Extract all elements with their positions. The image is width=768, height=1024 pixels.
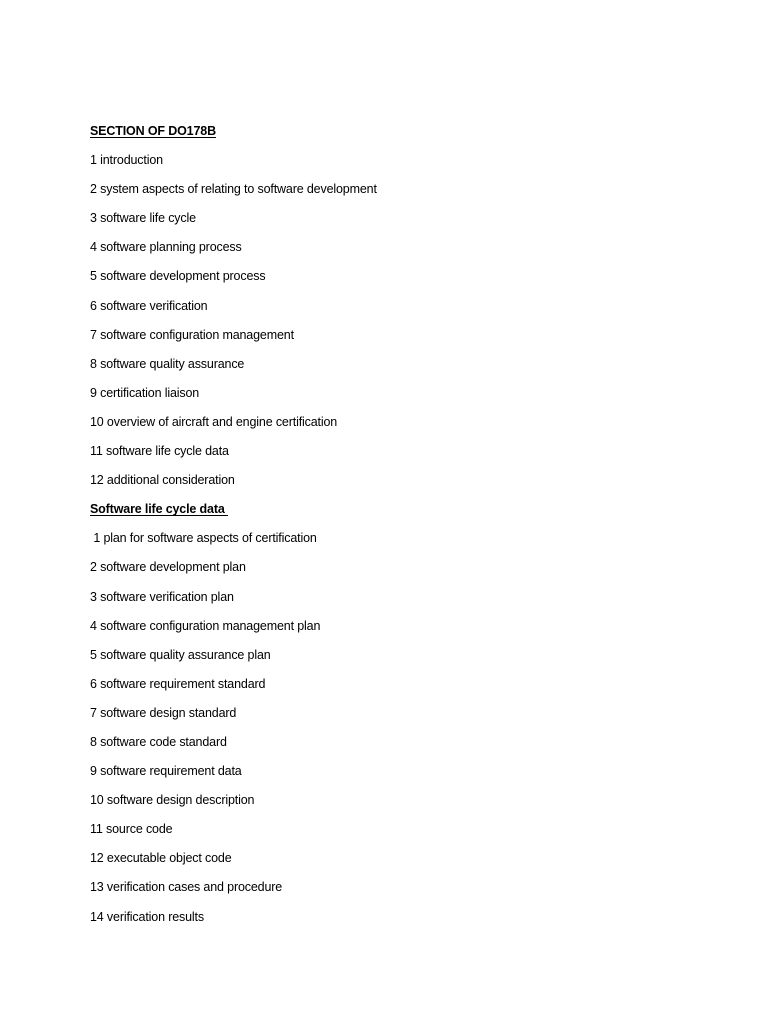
list-item: 10 software design description — [90, 793, 255, 808]
document-body — [90, 121, 690, 936]
list-item: 4 software configuration management plan — [90, 618, 321, 633]
list-item: 12 additional consideration — [90, 473, 235, 488]
list-item: 12 executable object code — [90, 851, 232, 866]
list-item: 3 software verification plan — [90, 589, 234, 604]
lifecycle-list — [90, 528, 690, 935]
list-item: 6 software requirement standard — [90, 676, 266, 691]
list-item: 5 software development process — [90, 269, 266, 284]
list-item: 6 software verification — [90, 298, 208, 313]
sections-list — [90, 150, 690, 499]
list-item: 1 introduction — [90, 153, 163, 168]
list-item: 8 software quality assurance — [90, 356, 245, 371]
list-item: 13 verification cases and procedure — [90, 880, 283, 895]
list-item: 2 software development plan — [90, 560, 246, 575]
list-item: 1 plan for software aspects of certification — [90, 531, 317, 546]
list-item: 11 source code — [90, 822, 173, 837]
list-item: 5 software quality assurance plan — [90, 647, 271, 662]
list-item: 3 software life cycle — [90, 211, 196, 226]
list-item: 10 overview of aircraft and engine certification — [90, 414, 338, 429]
list-item: 2 system aspects of relating to software development — [90, 182, 377, 197]
list-item: 9 certification liaison — [90, 385, 200, 400]
list-item: 9 software requirement data — [90, 764, 242, 779]
lifecycle-heading: Software life cycle data — [90, 502, 228, 517]
list-item: 7 software design standard — [90, 705, 237, 720]
list-item: 7 software configuration management — [90, 327, 294, 342]
list-item: 11 software life cycle data — [90, 444, 229, 459]
list-item: 4 software planning process — [90, 240, 242, 255]
section-heading: SECTION OF DO178B — [90, 124, 216, 138]
list-item: 8 software code standard — [90, 734, 227, 749]
list-item: 14 verification results — [90, 909, 204, 924]
